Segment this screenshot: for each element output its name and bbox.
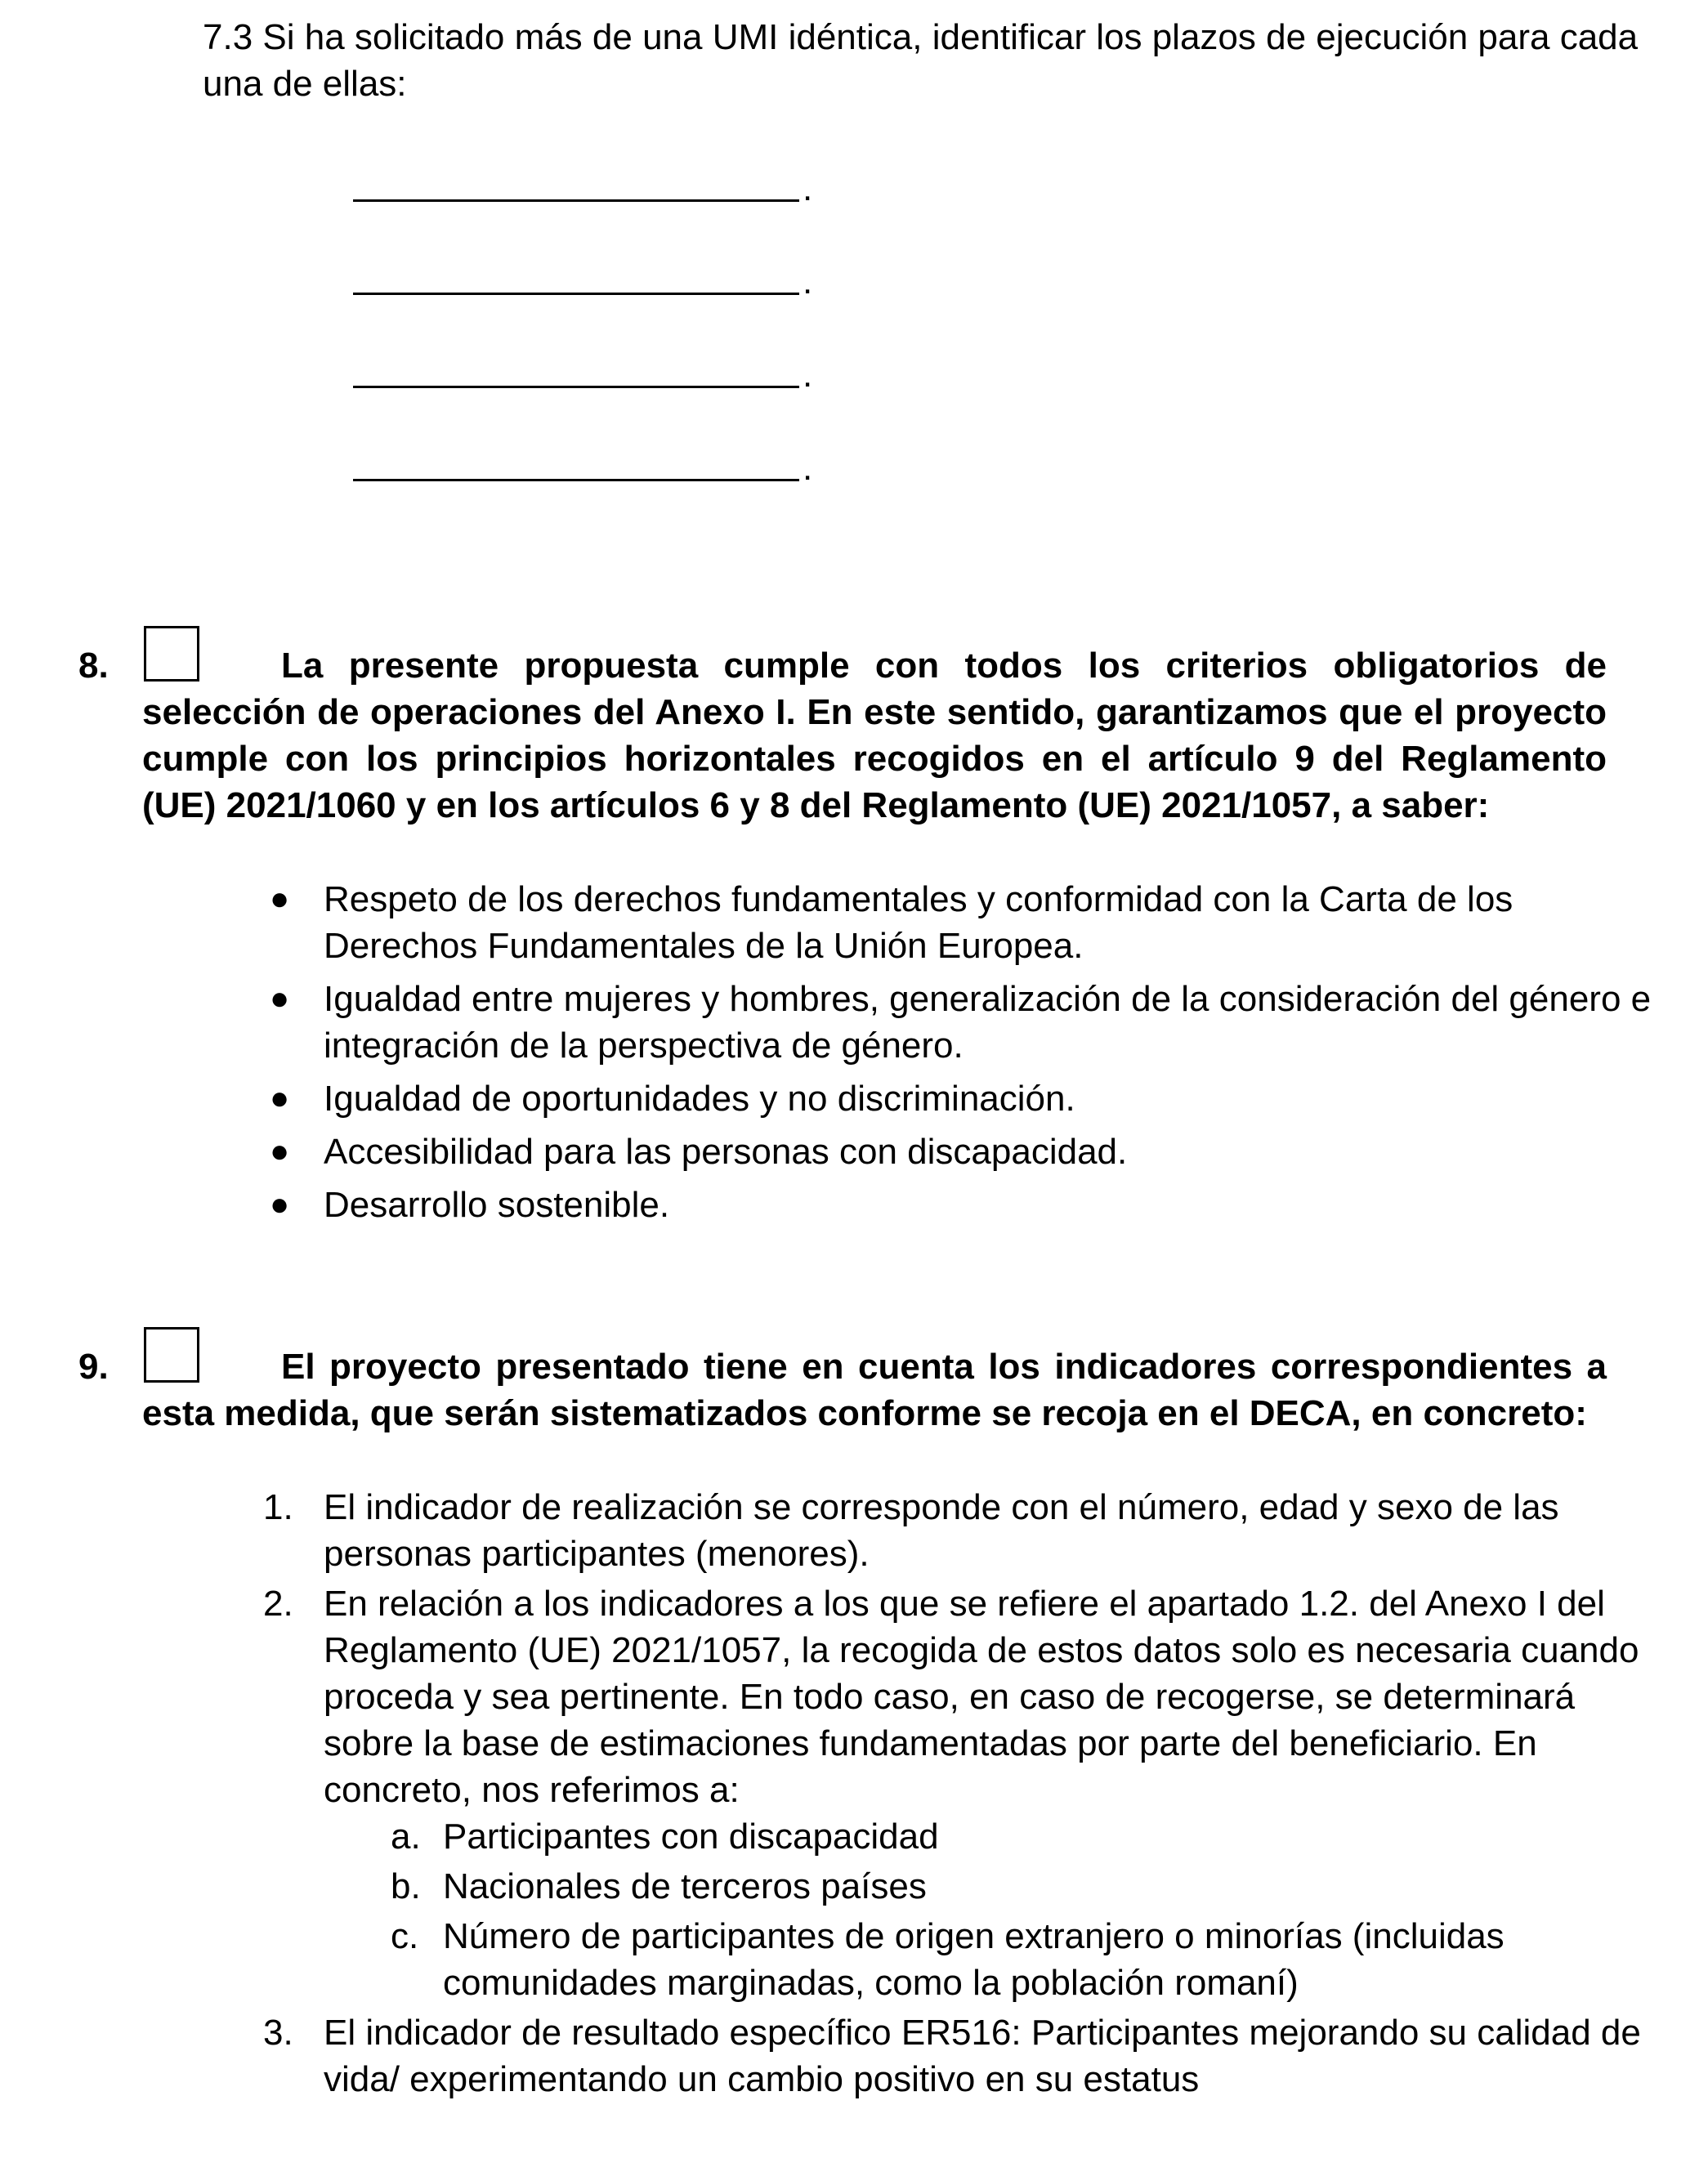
- bullet-icon: ●: [270, 881, 290, 917]
- section-9-number: 9.: [78, 1347, 109, 1387]
- list-item: 3. El indicador de resultado específico ER516: Participantes mejorando su calidad de vida/ experimentando un cambio positivo en su estatus: [263, 2013, 1641, 2099]
- bullet-icon: ●: [270, 1133, 290, 1169]
- list-item: ● Igualdad entre mujeres y hombres, generalización de la consideración del género e integración de la perspectiva de género.: [270, 976, 1659, 1069]
- sub-indicators-list: [324, 1813, 1662, 2006]
- list-item: 2. En relación a los indicadores a los que se refiere el apartado 1.2. del Anexo I del Reglamento (UE) 2021/1057, la recogida de estos datos solo es necesaria cuando proceda y sea pertinente. En todo caso, en caso de recogerse, se determinará sobre la base de estimaciones fundamentadas por parte del beneficiario. En concreto, nos referimos a: a. Participantes con discapacidad b. Nacionales de terceros países c. Número de participantes de origen extranjero o minorías (incluidas comunidades marginadas, como la población romaní): [263, 1580, 1662, 2006]
- principles-list: [270, 876, 1659, 1235]
- section-7-3-text: 7.3 Si ha solicitado más de una UMI idéntica, identificar los plazos de ejecución para cada una de ellas:: [203, 17, 1639, 104]
- list-item: a. Participantes con discapacidad: [391, 1817, 939, 1857]
- indicators-list: [263, 1484, 1662, 2106]
- deadline-blank-4[interactable]: .: [353, 440, 807, 481]
- list-item: 1. El indicador de realización se corresponde con el número, edad y sexo de las personas participantes (menores).: [263, 1487, 1559, 1574]
- list-item: ● Igualdad de oportunidades y no discriminación.: [270, 1075, 1659, 1122]
- deadline-blank-1[interactable]: .: [353, 161, 807, 202]
- bullet-icon: ●: [270, 1187, 290, 1222]
- list-item: ● Respeto de los derechos fundamentales y conformidad con la Carta de los Derechos Fundamentales de la Unión Europea.: [270, 876, 1659, 969]
- list-item: ● Desarrollo sostenible.: [270, 1182, 1659, 1228]
- section-8-number: 8.: [78, 646, 109, 686]
- deadline-blank-2[interactable]: .: [353, 254, 807, 295]
- deadline-blank-3[interactable]: .: [353, 347, 807, 388]
- bullet-icon: ●: [270, 981, 290, 1017]
- list-item: ● Accesibilidad para las personas con discapacidad.: [270, 1128, 1659, 1175]
- list-item: b. Nacionales de terceros países: [391, 1866, 927, 1906]
- bullet-icon: ●: [270, 1080, 290, 1116]
- list-item: c. Número de participantes de origen extranjero o minorías (incluidas comunidades marginadas, como la población romaní): [391, 1916, 1505, 2003]
- section-8-statement: La presente propuesta cumple con todos los criterios obligatorios de selección de operaciones del Anexo I. En este sentido, garantizamos que el proyecto cumple con los principios horizontales recogidos en el artículo 9 del Reglamento (UE) 2021/1060 y en los artículos 6 y 8 del Reglamento (UE) 2021/1057, a saber:: [142, 646, 1607, 825]
- section-9-statement: El proyecto presentado tiene en cuenta los indicadores correspondientes a esta medida, que serán sistematizados conforme se recoja en el DECA, en concreto:: [142, 1347, 1607, 1433]
